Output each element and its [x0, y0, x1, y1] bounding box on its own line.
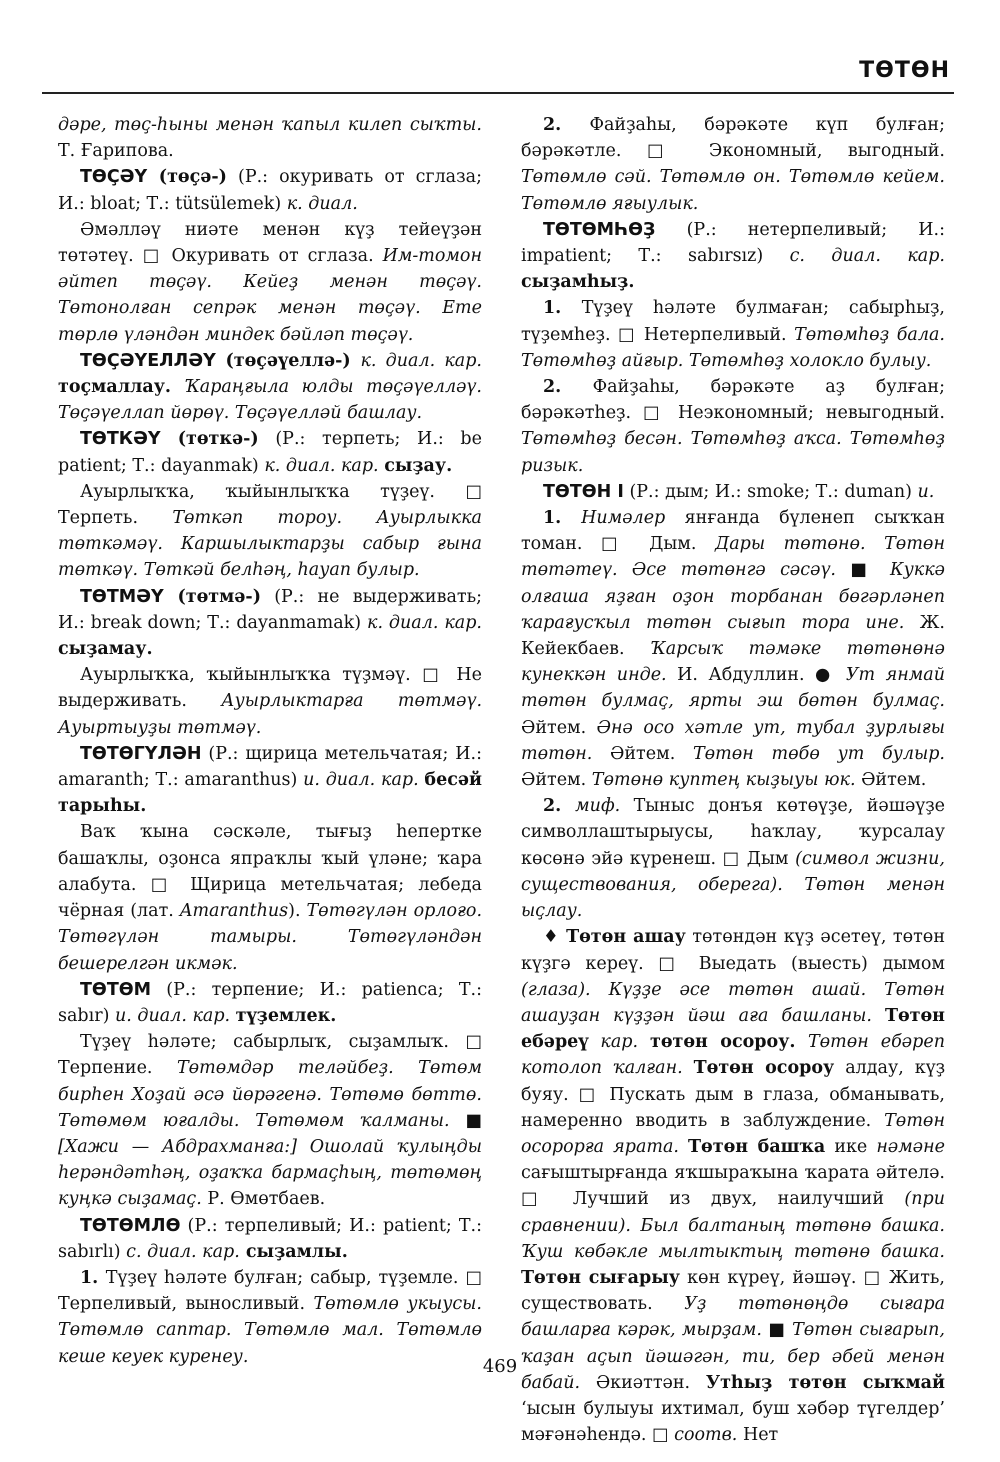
italic-text: Төткәп тороу. Ауырлыкка төткәмәү. Каршылыктарҙы сабыр ғына төткәү. Төткәй белһәң, һауап булыр.	[58, 508, 482, 581]
body-text: ■	[850, 560, 891, 581]
italic-text: Ут янмай төтөн булмаҫ, ярты эш бөтөн булмаҫ.	[521, 665, 945, 712]
body-text: (Р.: не выдерживать; И.: break down; Т.: dayanmamak)	[58, 586, 482, 633]
italic-text: (символ жизни, существования, оберега). Төтөн менән ыҫлау.	[521, 848, 945, 922]
bold-text: сыҙау.	[384, 455, 453, 476]
italic-text: Төтөмлө сәй. Төтөмлө он. Төтөмлө кейем. Төтөмлө яғыулык.	[521, 167, 945, 214]
body-text: Әйтем.	[521, 717, 597, 738]
italic-text: (при сравнении). Был балтаның төтөнө башка. Ҡуш көбәкле мылтыктың төтөнө башка.	[521, 1189, 945, 1262]
body-text: ‘ысын булыуы ихтимал, буш хәбәр түгелдер’ мәғәнәһендә. □	[521, 1398, 945, 1446]
headword: ТӨТӨМЛӨ	[80, 1215, 181, 1236]
headword: ТӨТӨГҮЛӘН	[80, 743, 202, 764]
body-text: сағыштырғанда яҡшыраҡына ҡарата әйтелә. □ Лучший из двух, наилучший	[521, 1163, 945, 1210]
dictionary-entry-paragraph	[58, 662, 482, 741]
body-text: Әмәлләү ниәте менән күҙ тейеүҙән төтәтеү. □ Окуривать от сглаза.	[58, 219, 482, 267]
headword: ТӨҪӘҮ	[80, 167, 148, 188]
italic-text: Төтөмһөҙ бала. Төтөмһөҙ айғыр. Төтөмһөҙ холокло булыу.	[521, 324, 945, 371]
italic-text: Ҡарсыҡ тәмәке төтөнөнә кунеккән инде.	[521, 639, 945, 686]
italic-text: Төтөн сығарып, ҡаҙан аҫып йәшәгән, ти, бер әбей менән бабай.	[521, 1320, 945, 1393]
body-text: Әкиәттән.	[580, 1372, 706, 1393]
italic-text: к. диал. кар.	[360, 350, 482, 371]
body-text: (Р.: нетерпеливый; И.: impatient; Т.: sabırsız)	[521, 219, 945, 267]
body-text: Файҙаһы, бәрәкәте күп булған; бәрәкәтле. □ Экономный, выгодный.	[521, 115, 945, 162]
body-text: Әйтем.	[855, 770, 927, 791]
right-column	[521, 112, 945, 1448]
italic-text: Куккә олғаша яҙған оҙон торбанан бөгәрләнеп ҡарағусҡыл төтөн сығып тора ине.	[521, 560, 945, 633]
body-text: Ж. Кейекбаев.	[521, 612, 945, 660]
body-text: Р. Өмөтбаев.	[201, 1189, 326, 1210]
body-text: ике	[825, 1136, 877, 1157]
italic-text: миф.	[575, 796, 634, 817]
italic-text: [Хажи — Абдрахманға:] Ошолай ҡулыңды һерәндәтһәң, оҙаҡҡа бармаҫһың, төтөмөң куңкә сыҙамаҫ.	[58, 1136, 482, 1210]
italic-text: Төтөн осорорға ярата.	[521, 1110, 945, 1157]
dictionary-entry-paragraph	[521, 793, 945, 924]
body-text: ■	[465, 1110, 482, 1131]
dictionary-entry-paragraph	[521, 505, 945, 793]
italic-text: Төтөн төбө ут булыр.	[692, 743, 945, 764]
dictionary-entry-paragraph	[58, 1213, 482, 1265]
dictionary-entry-paragraph	[521, 295, 945, 374]
dictionary-entry-paragraph	[58, 479, 482, 584]
bold-text: Төтөн ебәреү	[521, 1005, 945, 1053]
italic-text: соотв.	[674, 1425, 738, 1446]
body-text: ♦	[543, 927, 567, 948]
bold-text: сыҙамау.	[58, 639, 153, 660]
dictionary-entry-paragraph	[521, 374, 945, 479]
headword: ТӨТӨМ	[80, 979, 152, 1000]
body-text: Тыныс донъя көтөүҙе, йәшәүҙе символлаштырыусы, һаҡлау, ҡурсалау көсөнә эйә күренеш. □ Дым	[521, 796, 945, 869]
dictionary-entry-paragraph	[58, 1029, 482, 1212]
bold-text: түҙемлек.	[235, 1005, 337, 1026]
bold-text: (төткә-)	[160, 429, 259, 450]
italic-text: Ауырлыктарға төтмәү. Ауыртыуҙы төтмәү.	[58, 691, 483, 738]
dictionary-entry-paragraph	[521, 112, 945, 217]
body-text: (Р.: окуривать от сглаза; И.: bloat; Т.: tütsülemek)	[58, 167, 482, 214]
italic-text: Төтөгүлән орлоғо. Төтөгүлән тамыры. Төтөгүләндән бешерелгән икмәк.	[58, 901, 483, 974]
bold-text: бесәй тарыһы.	[58, 770, 482, 817]
bold-text: Төтөн сығарыу	[521, 1267, 680, 1288]
dictionary-entry-paragraph	[58, 819, 482, 976]
italic-text: к. диал.	[286, 193, 358, 214]
page-number: 469	[482, 1356, 518, 1377]
running-header	[42, 52, 954, 94]
italic-text: Төтөнө куптең кыҙыуы юк.	[591, 770, 856, 791]
body-text: (Р.: щирица метельчатая; И.: amaranth; Т.: amaranthus)	[58, 743, 482, 791]
body-text: Т. Ғарипова.	[58, 141, 174, 162]
italic-text: к. диал. кар.	[367, 612, 482, 633]
italic-text: и. диал. кар.	[114, 1005, 236, 1026]
body-text: Ваҡ ҡына сәскәле, тығыҙ һепертке башаҡлы, оҙонса япраҡлы ҡый үләне; ҡара алабута. □ Щирица метельчатая; лебеда чёрная (лат.	[58, 822, 482, 922]
body-text: (Р.: терпение; И.: patienca; Т.: sabır)	[58, 979, 482, 1026]
bold-text: (төҫәүеллә-)	[215, 350, 361, 371]
italic-text: Төтөмлө укыусы. Төтөмлө саптар. Төтөмлө мал. Төтөмлө кеше кеуек куренеу.	[58, 1294, 482, 1367]
bold-text: 1.	[543, 298, 582, 319]
italic-text: Дары төтөнө. Төтөн төтәтеү. Әсе төтөнгә сәсәү.	[521, 534, 945, 581]
body-text: Нет	[737, 1425, 779, 1446]
italic-text: с. диал. кар.	[126, 1241, 240, 1262]
italic-text: к. диал. кар.	[264, 455, 385, 476]
bold-text: тоҫмаллау.	[58, 377, 185, 398]
italic-text: Им-томон әйтеп төҫәү. Кейеҙ менән төҫәү. Төтонолған сепрәк менән төҫәү. Ете төрлө үләндән миндек бәйләп төҫәү.	[58, 246, 482, 345]
body-text: төтөндән күҙ әсетеү, төтөн күҙгә кереү. □ Выедать (выесть) дымом	[521, 927, 945, 974]
body-text: Түҙеү һәләте булған; сабыр, түҙемле. □ Терпеливый, выносливый.	[58, 1267, 482, 1315]
bold-text: Төтөн осороу	[693, 1058, 835, 1079]
body-text: (Р.: терпеть; И.: be patient; Т.: dayanmak)	[58, 429, 482, 476]
bold-text: 2.	[543, 377, 593, 398]
italic-text: нәмәне	[876, 1136, 945, 1157]
italic-text: (глаза). Күҙҙе әсе төтөн ашай. Төтөн ашауҙан күҙҙән йәш аға башланы.	[521, 979, 945, 1026]
italic-text: и.	[917, 481, 935, 502]
body-text: Әйтем.	[521, 770, 592, 791]
body-text: Ауырлыҡҡа, ҡыйынлыҡҡа түҙеү. □ Терпеть.	[58, 481, 482, 529]
headword: ТӨТӨН I	[543, 481, 624, 502]
headword: ТӨТКӘҮ	[80, 429, 161, 450]
body-text: ■	[768, 1320, 793, 1341]
italic-text: Amaranthus	[179, 901, 289, 922]
body-text: Түҙеү һәләте булмаған; сабырһыҙ, түҙемһеҙ. □ Нетерпеливый.	[521, 298, 945, 345]
italic-text: Әнә осо хәтле ут, тубал ҙурлығы төтөн.	[521, 717, 945, 764]
dictionary-entry-paragraph	[58, 977, 482, 1029]
running-head-word: ТӨТӨН	[859, 58, 950, 83]
dictionary-entry-paragraph	[521, 479, 945, 505]
italic-text: Төтөн ебәреп котолоп ҡалған.	[521, 1032, 945, 1079]
italic-text: Төтөмдәр теләйбеҙ. Төтөм бирһен Хоҙай әсә йөрәгенә. Төтөмө бөттө. Төтөмөм юғалды. Төтөмөм ҡалманы.	[58, 1058, 483, 1131]
bold-text: (төҫә-)	[147, 167, 227, 188]
bold-text: Утһыҙ төтөн сыҡмай	[705, 1372, 945, 1393]
bold-text: сыҙамһыҙ.	[521, 272, 635, 293]
bold-text: 2.	[543, 115, 590, 135]
italic-text: с. диал. кар.	[789, 246, 945, 267]
bold-text: Төтөн башҡа	[688, 1136, 826, 1157]
italic-text: Уҙ төтөнөңдө сығара башларға кәрәк, мырҙам.	[521, 1294, 946, 1341]
dictionary-entry-paragraph	[521, 217, 945, 296]
italic-text: Төтөмһөҙ бесән. Төтөмһөҙ аҡса. Төтөмһөҙ ризык.	[521, 429, 945, 476]
dictionary-entry-paragraph	[58, 1265, 482, 1370]
bold-text: төтөн осороу.	[650, 1032, 808, 1053]
italic-text: Ҡараңғыла юлды төҫәүелләү. Төҫәүеллап йөрөү. Төҫәүелләй башлау.	[58, 377, 482, 424]
body-text: янғанда бүленеп сыҡҡан томан. □ Дым.	[521, 508, 945, 555]
body-text: көн күреү, йәшәү. □ Жить, существовать.	[521, 1267, 945, 1315]
body-text: алдау, күҙ буяу. □ Пускать дым в глаза, обманывать, намеренно вводить в заблуждение.	[521, 1058, 945, 1131]
italic-text: кар.	[588, 1032, 650, 1053]
italic-text: и. диал. кар.	[303, 770, 425, 791]
bold-text: 1.	[80, 1267, 106, 1288]
headword: ТӨҪӘҮЕЛЛӘҮ	[80, 350, 216, 371]
headword: ТӨТМӘҮ	[80, 586, 164, 607]
body-text: Файҙаһы, бәрәкәте аҙ булған; бәрәкәтһеҙ. □ Неэкономный; невыгодный.	[521, 377, 945, 424]
bold-text: Төтөн ашау	[566, 927, 686, 948]
left-column	[58, 112, 482, 1370]
dictionary-entry-paragraph	[58, 348, 482, 427]
body-text: ).	[288, 901, 307, 922]
dictionary-entry-paragraph	[58, 164, 482, 216]
bold-text: 1.	[543, 508, 582, 529]
body-text: (Р.: дым; И.: smoke; Т.: duman)	[623, 481, 918, 502]
body-text: И. Абдуллин. ●	[666, 665, 846, 686]
body-text: Әйтем.	[592, 743, 693, 764]
italic-text: дәре, төҫ-һыны менән ҡапыл килеп сыҡты.	[58, 115, 482, 135]
bold-text: сыҙамлы.	[239, 1241, 348, 1262]
body-text: (Р.: терпеливый; И.: patient; Т.: sabırlı)	[58, 1215, 482, 1262]
headword: ТӨТӨМҺӨҘ	[543, 219, 656, 240]
bold-text: 2.	[543, 796, 576, 817]
dictionary-entry-paragraph	[58, 112, 482, 164]
dictionary-entry-paragraph	[58, 217, 482, 348]
dictionary-entry-paragraph	[58, 741, 482, 820]
dictionary-entry-paragraph	[58, 426, 482, 478]
bold-text: (төтмә-)	[163, 586, 261, 607]
body-text: Түҙеү һәләте; сабырлыҡ, сыҙамлыҡ. □ Терпение.	[58, 1032, 482, 1079]
italic-text: Нимәлер	[581, 508, 666, 529]
dictionary-entry-paragraph	[58, 584, 482, 663]
body-text: Ауырлыҡҡа, ҡыйынлыҡҡа түҙмәү. □ Не выдерживать.	[58, 665, 482, 712]
